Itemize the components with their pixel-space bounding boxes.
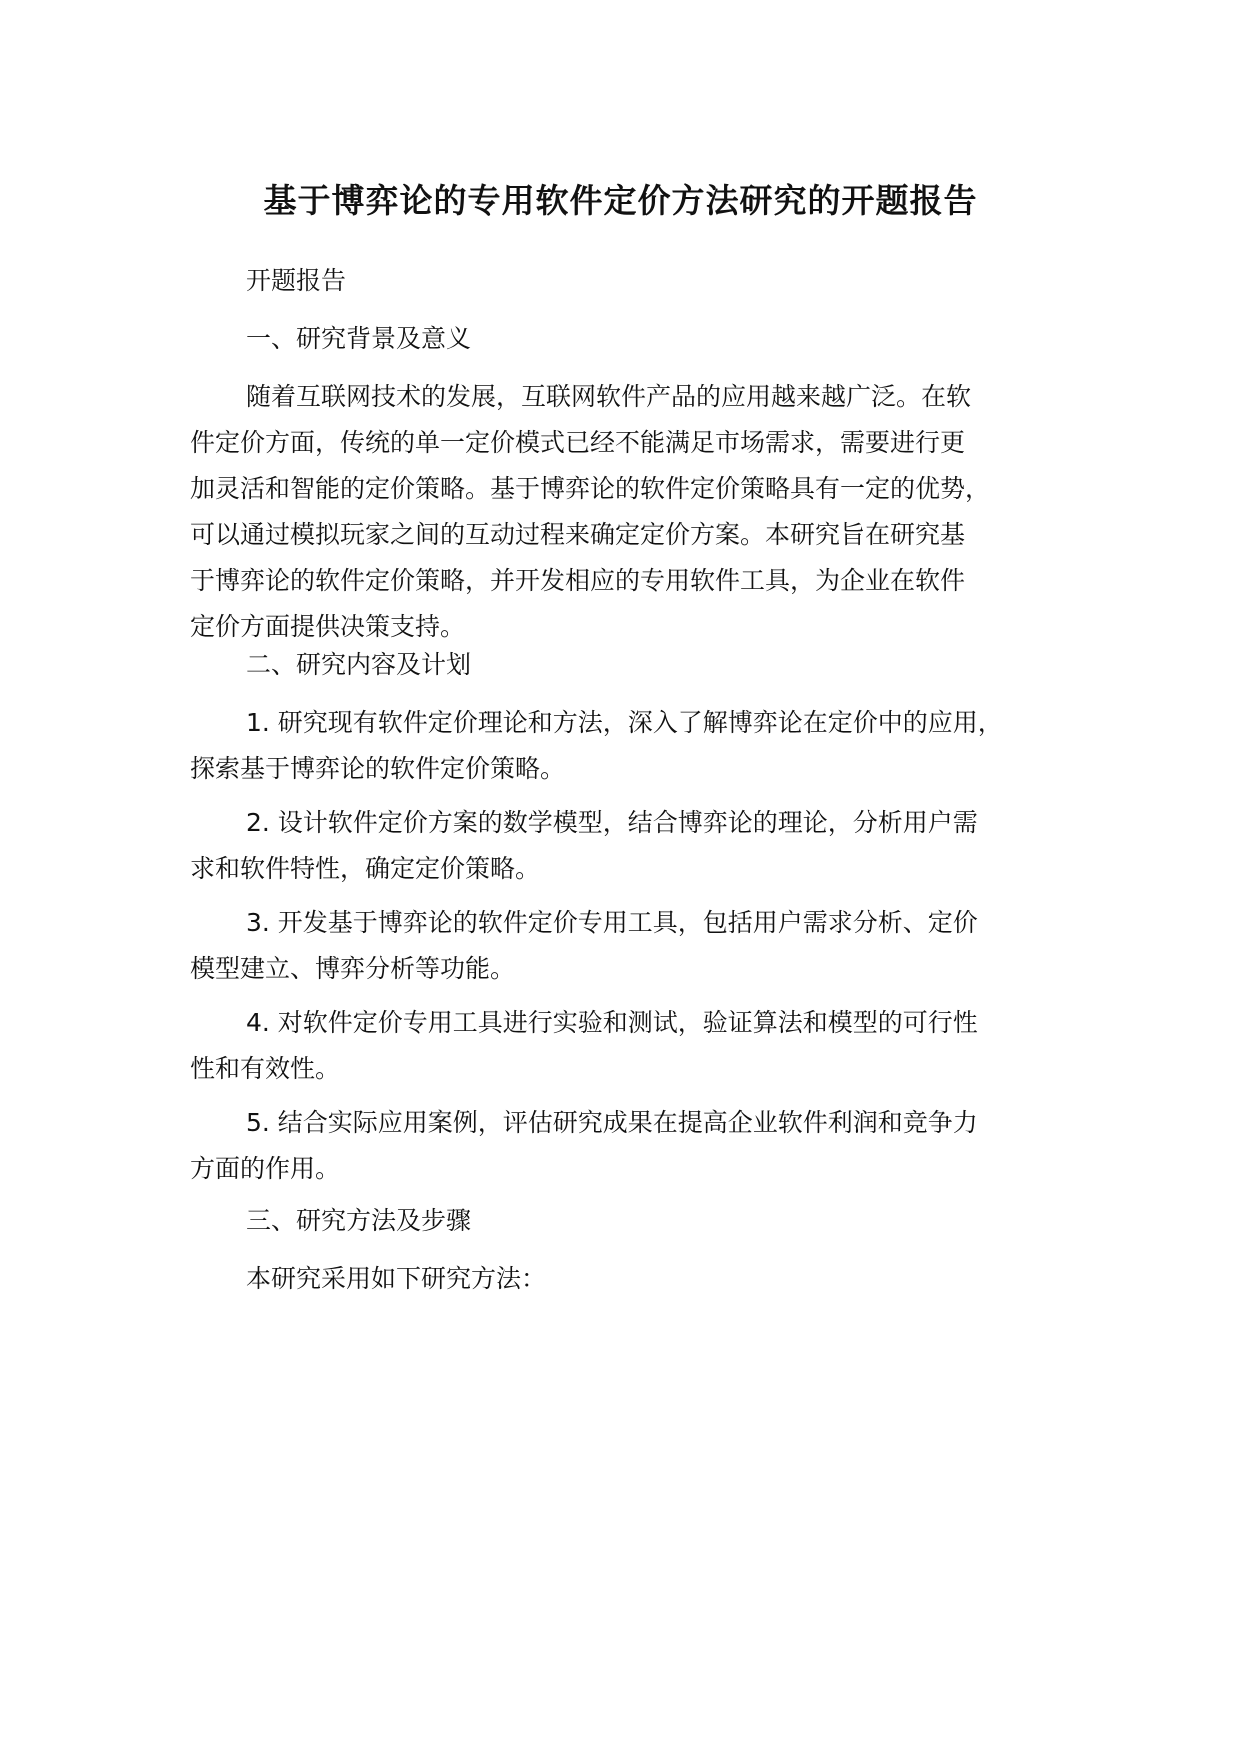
paragraph-heading-report	[190, 258, 1080, 304]
section-heading-content	[190, 642, 1080, 688]
paragraph-line: 一、研究背景及意义	[246, 324, 472, 353]
paragraph-line: 求和软件特性，确定定价策略。	[190, 854, 541, 883]
paragraph-background	[190, 374, 1080, 650]
paragraph-line: 加灵活和智能的定价策略。基于博弈论的软件定价策略具有一定的优势，	[190, 474, 991, 503]
paragraph-line: 定价方面提供决策支持。	[190, 612, 466, 641]
paragraph-line: 5. 结合实际应用案例，评估研究成果在提高企业软件利润和竞争力	[246, 1108, 978, 1137]
list-item-1	[190, 700, 1080, 792]
paragraph-line: 本研究采用如下研究方法：	[246, 1264, 547, 1293]
paragraph-line: 模型建立、博弈分析等功能。	[190, 954, 516, 983]
paragraph-line: 于博弈论的软件定价策略，并开发相应的专用软件工具，为企业在软件	[190, 566, 966, 595]
section-heading-methods	[190, 1198, 1080, 1244]
paragraph-line: 二、研究内容及计划	[246, 650, 472, 679]
paragraph-line: 1. 研究现有软件定价理论和方法，深入了解博弈论在定价中的应用，	[246, 708, 1003, 737]
list-item-4	[190, 1000, 1080, 1092]
paragraph-methods-intro	[190, 1256, 1080, 1302]
paragraph-line: 三、研究方法及步骤	[246, 1206, 472, 1235]
paragraph-line: 件定价方面，传统的单一定价模式已经不能满足市场需求，需要进行更	[190, 428, 966, 457]
paragraph-line: 可以通过模拟玩家之间的互动过程来确定定价方案。本研究旨在研究基	[190, 520, 966, 549]
paragraph-line: 方面的作用。	[190, 1154, 341, 1183]
paragraph-line: 随着互联网技术的发展，互联网软件产品的应用越来越广泛。在软	[246, 382, 972, 411]
paragraph-line: 性和有效性。	[190, 1054, 341, 1083]
list-item-3	[190, 900, 1080, 992]
paragraph-line: 4. 对软件定价专用工具进行实验和测试，验证算法和模型的可行性	[246, 1008, 978, 1037]
paragraph-line: 3. 开发基于博弈论的软件定价专用工具，包括用户需求分析、定价	[246, 908, 978, 937]
document-title: 基于博弈论的专用软件定价方法研究的开题报告	[263, 181, 978, 220]
paragraph-line: 2. 设计软件定价方案的数学模型，结合博弈论的理论，分析用户需	[246, 808, 978, 837]
paragraph-line: 探索基于博弈论的软件定价策略。	[190, 754, 566, 783]
section-heading-background	[190, 316, 1080, 362]
list-item-2	[190, 800, 1080, 892]
list-item-5	[190, 1100, 1080, 1192]
paragraph-line: 开题报告	[246, 266, 347, 295]
